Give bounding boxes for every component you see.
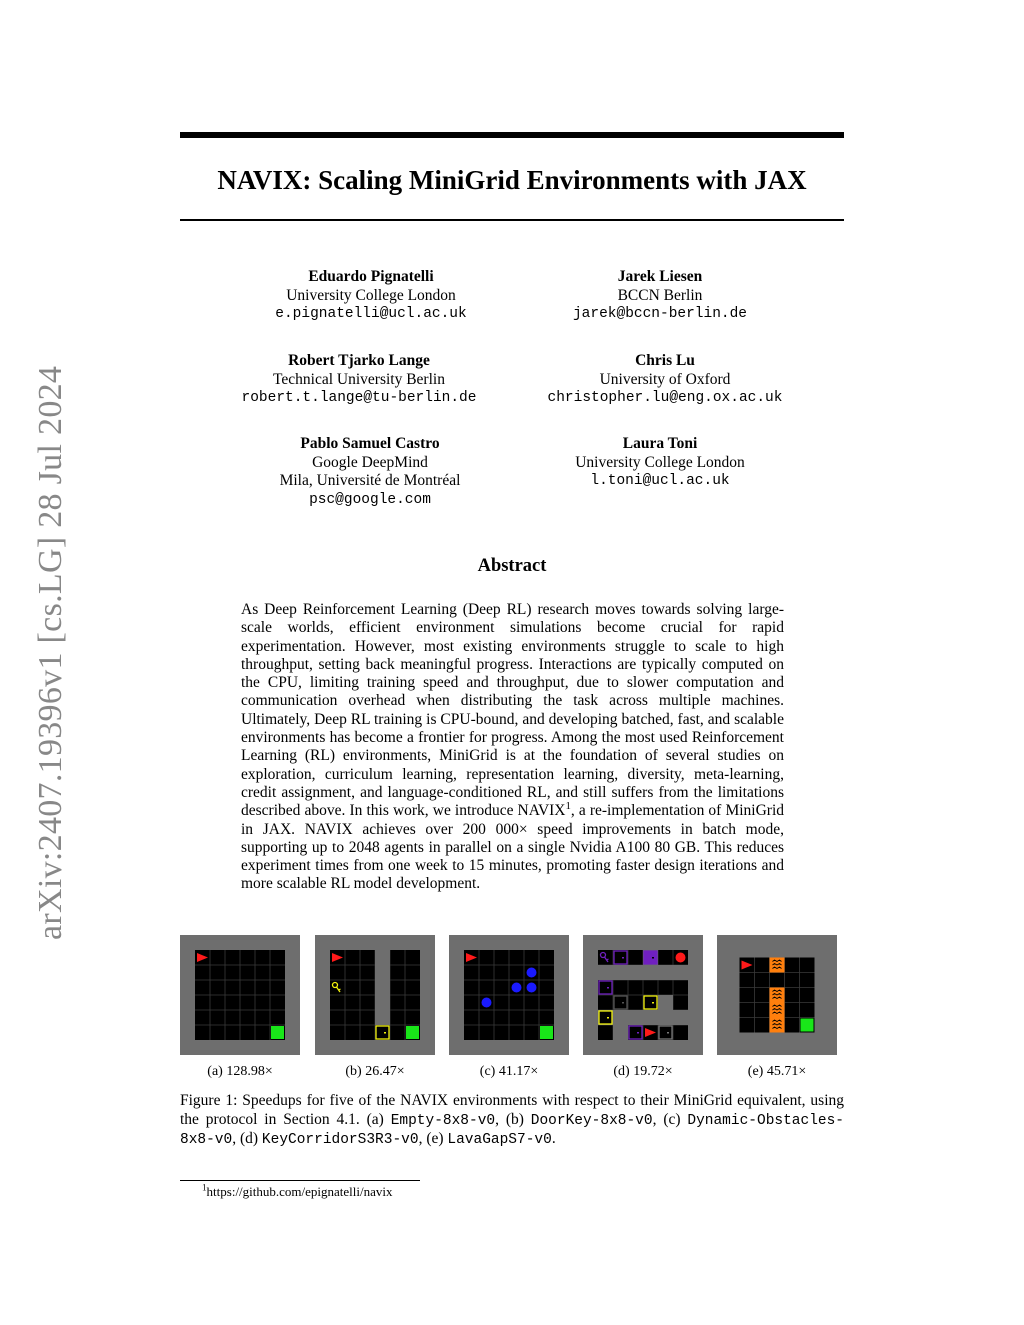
wall-cell: [375, 980, 390, 995]
abstract-body: [241, 601, 784, 894]
caption-text: .: [551, 1130, 556, 1147]
ball-icon: [512, 983, 522, 993]
panel-doorkey-8x8: [315, 935, 435, 1055]
caption-text: , (b): [495, 1110, 531, 1128]
environment-name: DoorKey-8x8-v0: [530, 1112, 653, 1129]
door-icon: [659, 1026, 672, 1039]
subcaption-a: (a) 128.98×: [207, 1064, 273, 1079]
goal-icon: [540, 1026, 553, 1039]
goal-icon: [801, 1019, 814, 1032]
wall-cell: [375, 1010, 390, 1025]
wall-cell: [628, 1010, 643, 1025]
author-block: [510, 268, 810, 324]
caption-text: Figure 1: Speedups for five of the NAVIX environments with respect to their MiniGrid equivalent, using the protocol in Section 4.1. (a): [180, 1092, 844, 1128]
wall-cell: [658, 995, 673, 1010]
environment-name: Empty-8x8-v0: [390, 1112, 496, 1129]
lava-icon: [770, 1003, 785, 1018]
door-icon: [644, 996, 657, 1009]
author-block: [515, 352, 815, 408]
abstract-text: As Deep Reinforcement Learning (Deep RL) research moves towards solving large-scale worlds, efficient environment simulations become crucial for rapid experimentation. However, most existing environments struggle to scale to high throughput, setting back meaningful progress. Interactions are typically computed on the CPU, limiting training speed and throughput, due to slower computation and communication overhead when distributing the task across multiple machines. Ultimately, Deep RL training is CPU-bound, and developing batched, fast, and scalable environments has become a frontier for progress. Among the most used Reinforcement Learning (RL) environments, MiniGrid is at the foundation of several studies on exploration, curriculum learning, representation learning, diversity, meta-learning, credit assignment, and language-conditioned RL, and still suffers from the limitations described above. In this work, we introduce NAVIX: [241, 601, 784, 820]
top-rule: [180, 132, 844, 138]
ball-icon: [482, 998, 492, 1008]
lava-icon: [770, 958, 785, 973]
author-block: [221, 268, 521, 324]
author-name: Robert Tjarko Lange: [288, 352, 430, 369]
footnote-number: 1: [202, 1182, 207, 1193]
panel-empty-8x8: [180, 935, 300, 1055]
panel-lava-gap: [717, 935, 837, 1055]
footnote-marker: 1: [565, 800, 571, 813]
wall-cell: [673, 1010, 688, 1025]
author-affiliation: Google DeepMind: [312, 453, 428, 471]
author-name: Laura Toni: [622, 435, 698, 452]
wall-cell: [375, 995, 390, 1010]
door-icon: [376, 1026, 389, 1039]
door-icon: [599, 981, 612, 994]
wall-cell: [673, 965, 688, 980]
footnote: [202, 1184, 393, 1200]
author-block: [209, 352, 509, 408]
figure-caption: [180, 1092, 844, 1150]
abstract-text-continued: , a re-implementation of MiniGrid in JAX. NAVIX achieves over 200 000× speed improvements in batch mode, supporting up to 2048 agents in parallel on a single Nvidia A100 80 GB. This reduces experiment times from one week to 15 minutes, promoting faster design iterations and more scalable RL model development.: [241, 802, 784, 893]
subcaption-d: (d) 19.72×: [613, 1064, 673, 1079]
door-icon: [644, 951, 657, 964]
author-email: robert.t.lange@tu-berlin.de: [241, 390, 477, 406]
author-affiliation-secondary: Mila, Université de Montréal: [279, 472, 461, 489]
door-icon: [629, 1026, 642, 1039]
panel-key-corridor: [583, 935, 703, 1055]
arxiv-identifier: arXiv:2407.19396v1 [cs.LG] 28 Jul 2024: [32, 365, 69, 940]
wall-cell: [643, 965, 658, 980]
subcaption-e: (e) 45.71×: [747, 1064, 807, 1079]
wall-cell: [643, 1010, 658, 1025]
ball-icon: [676, 953, 686, 963]
author-email: jarek@bccn-berlin.de: [572, 306, 748, 322]
subcaption-c: (c) 41.17×: [479, 1064, 539, 1079]
abstract-heading: Abstract: [477, 556, 547, 576]
goal-icon: [406, 1026, 419, 1039]
author-affiliation: University College London: [575, 453, 745, 471]
author-email: psc@google.com: [309, 491, 431, 508]
environment-name: Dynamic-Obstacles-8x8-v0: [180, 1112, 845, 1148]
author-name: Pablo Samuel Castro: [300, 435, 440, 452]
door-icon: [599, 1011, 612, 1024]
door-icon: [614, 996, 627, 1009]
author-email: e.pignatelli@ucl.ac.uk: [275, 306, 467, 322]
caption-text: , (d): [232, 1130, 262, 1147]
author-affiliation: University College London: [286, 286, 456, 304]
goal-icon: [271, 1026, 284, 1039]
author-name: Chris Lu: [635, 352, 695, 369]
author-block: [220, 435, 520, 509]
caption-text: , (c): [652, 1110, 688, 1128]
wall-cell: [613, 1025, 628, 1040]
ball-icon: [527, 983, 537, 993]
footnote-rule: [180, 1180, 420, 1181]
subcaption-b: (b) 26.47×: [345, 1064, 405, 1079]
footnote-url: https://github.com/epignatelli/navix: [206, 1184, 393, 1199]
lava-icon: [770, 988, 785, 1003]
paper-title: NAVIX: Scaling MiniGrid Environments with JAX: [217, 165, 807, 195]
author-email: l.toni@ucl.ac.uk: [590, 473, 730, 489]
title-bottom-rule: [180, 219, 844, 221]
wall-cell: [658, 965, 673, 980]
caption-text: , (e): [418, 1130, 448, 1147]
wall-cell: [598, 965, 613, 980]
ball-icon: [527, 968, 537, 978]
author-affiliation: Technical University Berlin: [273, 370, 445, 388]
wall-cell: [628, 965, 643, 980]
wall-cell: [375, 950, 390, 965]
environment-name: LavaGapS7-v0: [447, 1132, 552, 1148]
environment-name: KeyCorridorS3R3-v0: [261, 1132, 419, 1148]
author-affiliation: BCCN Berlin: [617, 286, 703, 304]
author-name: Jarek Liesen: [617, 268, 703, 285]
wall-cell: [613, 1010, 628, 1025]
wall-cell: [613, 965, 628, 980]
door-icon: [614, 951, 627, 964]
author-block: [510, 435, 810, 491]
wall-cell: [375, 965, 390, 980]
author-affiliation: University of Oxford: [599, 370, 731, 388]
author-email: christopher.lu@eng.ox.ac.uk: [547, 390, 783, 406]
wall-cell: [658, 1010, 673, 1025]
author-name: Eduardo Pignatelli: [308, 268, 434, 285]
panel-dynamic-obstacles-8x8: [449, 935, 569, 1055]
lava-icon: [770, 1018, 785, 1033]
